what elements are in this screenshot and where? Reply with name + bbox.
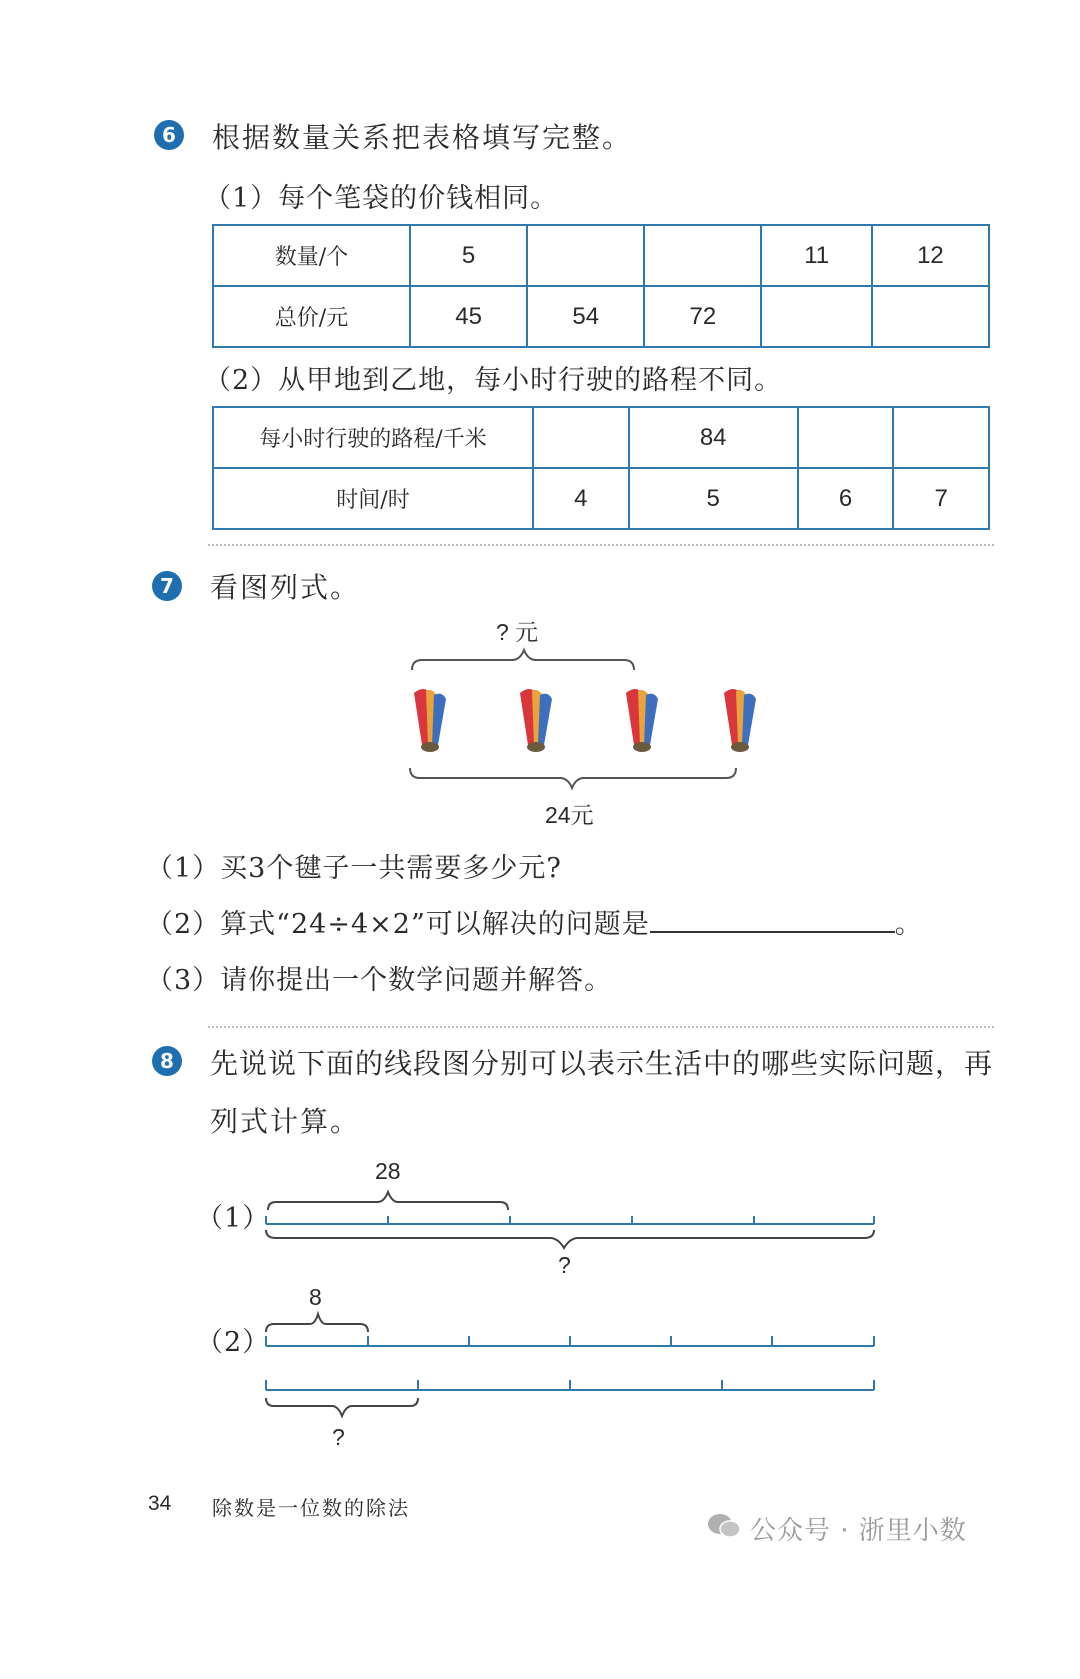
page-number: 34 (148, 1492, 172, 1515)
bottom-brace (266, 1398, 418, 1416)
question-8-title-line1: 先说说下面的线段图分别可以表示生活中的哪些实际问题，再 (210, 1047, 994, 1080)
diagram-1-top-value: 28 (375, 1158, 401, 1184)
table-cell-blank[interactable] (872, 286, 989, 347)
table-cell: 54 (527, 286, 644, 347)
shuttlecock-icon (414, 689, 446, 752)
shuttlecock-icon (724, 689, 756, 752)
question-number-7: 7 (152, 571, 182, 601)
chapter-title: 除数是一位数的除法 (212, 1496, 410, 1520)
table-row (213, 407, 989, 468)
table-cell-blank[interactable] (893, 407, 989, 468)
section-divider (208, 1026, 994, 1028)
table-cell: 5 (629, 468, 798, 529)
question-7-part2 (146, 902, 923, 941)
tick-marks (266, 1216, 874, 1224)
wechat-icon (706, 1512, 742, 1540)
question-8-title-line2: 列式计算。 (210, 1105, 361, 1138)
line-segment-diagram-2 (260, 1306, 885, 1436)
figure-bottom-label: 24元 (545, 802, 594, 828)
question-7-part3: （3）请你提出一个数学问题并解答。 (146, 965, 613, 996)
table-cell: 5 (410, 225, 527, 286)
table-row (213, 468, 989, 529)
price-table (212, 224, 990, 348)
question-7-part2-end: 。 (894, 909, 923, 940)
table-header-cell: 时间/时 (213, 468, 533, 529)
question-number-6: 6 (154, 120, 184, 150)
section-divider (208, 544, 994, 546)
table-row (213, 225, 989, 286)
diagram-2-top-value: 8 (309, 1284, 322, 1310)
diagram-2-label: （2） (196, 1327, 271, 1358)
table-cell: 12 (872, 225, 989, 286)
table-cell-blank[interactable] (761, 286, 871, 347)
table-cell: 72 (644, 286, 761, 347)
top-brace (412, 650, 634, 670)
table-header-cell: 每小时行驶的路程/千米 (213, 407, 533, 468)
tick-marks (266, 1380, 874, 1390)
question-7-part1: （1）买3个毽子一共需要多少元? (146, 853, 562, 884)
question-6-part2-label: （2）从甲地到乙地，每小时行驶的路程不同。 (204, 365, 783, 396)
shuttlecock-figure (380, 640, 780, 800)
table-header-cell: 总价/元 (213, 286, 410, 347)
diagram-2-bottom-value: ? (332, 1424, 345, 1450)
question-7-part2-text: （2）算式“24÷4×2”可以解决的问题是 (146, 909, 650, 940)
watermark: 公众号 · 浙里小数 (750, 1516, 967, 1546)
table-cell: 4 (533, 468, 629, 529)
table-header-cell: 数量/个 (213, 225, 410, 286)
question-7-title: 看图列式。 (210, 571, 361, 604)
top-brace (266, 1314, 368, 1332)
table-cell-blank[interactable] (533, 407, 629, 468)
table-row (213, 286, 989, 347)
table-cell-blank[interactable] (527, 225, 644, 286)
table-cell: 84 (629, 407, 798, 468)
bottom-brace (410, 768, 736, 788)
shuttlecock-icon (626, 689, 658, 752)
bottom-brace (266, 1230, 874, 1248)
answer-blank[interactable] (650, 905, 895, 933)
table-cell-blank[interactable] (798, 407, 894, 468)
diagram-1-label: （1） (196, 1203, 271, 1234)
diagram-1-bottom-value: ? (558, 1252, 571, 1278)
tick-marks (266, 1336, 874, 1346)
table-cell: 45 (410, 286, 527, 347)
figure-top-label: ? 元 (496, 619, 539, 645)
question-number-8: 8 (152, 1046, 182, 1076)
table-cell: 6 (798, 468, 894, 529)
question-6-part1-label: （1）每个笔袋的价钱相同。 (204, 183, 559, 214)
speed-table (212, 406, 990, 530)
table-cell: 11 (761, 225, 871, 286)
table-cell-blank[interactable] (644, 225, 761, 286)
table-cell: 7 (893, 468, 989, 529)
question-6-title: 根据数量关系把表格填写完整。 (212, 121, 633, 154)
top-brace (268, 1192, 508, 1210)
line-segment-diagram-1 (260, 1180, 885, 1260)
shuttlecock-icon (520, 689, 552, 752)
